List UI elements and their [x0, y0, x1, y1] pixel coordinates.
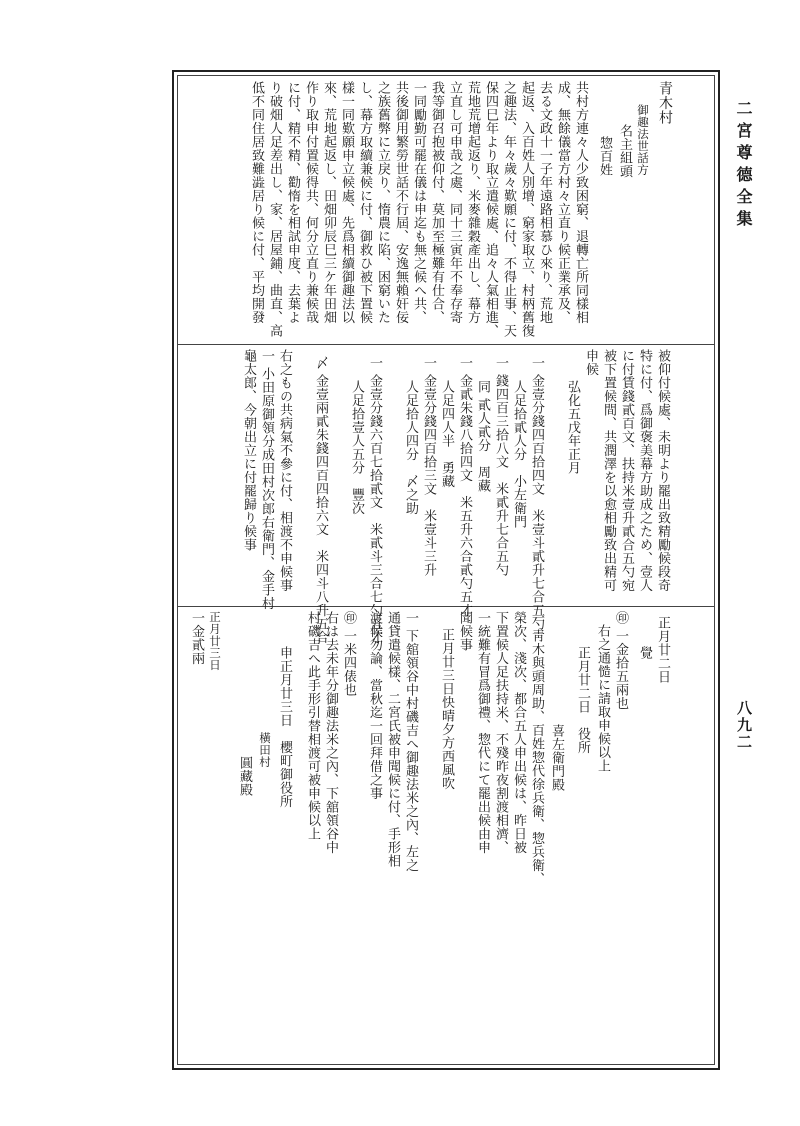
column: 我等御召抱被仰付、莫加至極難有仕合、 — [429, 81, 444, 324]
column: 申候 — [583, 349, 598, 376]
column: 一 金壹分錢六百七拾貳文 米貳斗三合七勺五才 — [367, 356, 382, 645]
column: 正月廿二日 — [655, 616, 670, 684]
column: 起返、入百姓人別增、窮家取立、村柄舊復 — [519, 81, 534, 338]
column: 來、荒地起返し、田畑卯辰巳三ケ年田畑 — [321, 81, 336, 324]
column: 荒地荒增起返り、米麥雜穀產出し、幕方 — [465, 81, 480, 324]
column: 聞候事 — [457, 611, 472, 652]
column: 低不同住居致難澁居り候に付、平均開發 — [249, 81, 264, 324]
column: 一 小田原御領分成田村次郎右衛門、金手村 — [259, 349, 274, 611]
column: 〆 金壹兩貳朱錢四百四拾六文 米四斗八升五合 — [313, 356, 328, 645]
column: 渡候勿論、當秋迄一回拜借之事 — [367, 611, 382, 800]
column: 同 貳人貳分 周藏 — [475, 380, 490, 493]
column: 一 靑木與頭周助、百姓惣代徐兵衛、惣兵衛、 — [529, 611, 544, 886]
column: 被仰付候處、未明より罷出致精勵候段奇 — [655, 349, 670, 592]
column: 正月廿三日 — [208, 611, 222, 671]
column: 惣百姓 — [597, 136, 612, 177]
column: 立直し可申哉之處、同十三寅年不奉存寄 — [447, 81, 462, 324]
column: 一 錢四百三拾八文 米貳升七合五勺 — [493, 356, 508, 577]
column: 一同勵勤可罷在儀は申迄も無之候へ共、 — [411, 81, 426, 324]
column: 正月廿二日 役所 — [575, 646, 590, 754]
column: 申正月廿三日 櫻町御役所 — [277, 646, 292, 808]
column: 右は去未年分御趣法米之內、下舘領谷中 — [323, 611, 338, 854]
column: 橫田村 — [258, 732, 272, 768]
column: 人足拾壹人五分 豐次 — [349, 380, 364, 515]
column: 覺 — [637, 646, 652, 660]
column: 圓藏殿 — [237, 756, 252, 797]
column: り破畑人足差出し、家、居屋鋪、曲直、高 — [267, 81, 282, 338]
column: 人足拾貳人分 小左衛門 — [511, 380, 526, 529]
column: 保四巳年より取立遣候處、追々人氣相進、 — [483, 81, 498, 338]
column: 共後御用繁勞世話不行屆、安逸無賴奸佞 — [393, 81, 408, 324]
column: 正月廿三日快晴夕方西風吹 — [439, 628, 454, 790]
page-number: 八九二 — [735, 700, 753, 751]
column: に付賃錢貳百文、扶持米壹升貳合五勺宛 — [619, 349, 634, 592]
column: し、幕方取續兼候に付、御救ひ被下置候 — [357, 81, 372, 324]
column: 人足四人半 勇藏 — [439, 380, 454, 488]
column: ㊞ 一金拾五兩也 — [613, 611, 628, 711]
column: 龜太郎、今朝出立に付罷歸り候事 — [241, 349, 256, 552]
column: 一統難有冒爲御禮、惣代にて罷出候由申 — [475, 611, 490, 854]
column: 弘化五戊年正月 — [565, 380, 580, 475]
column: 御趣法世話方 — [636, 104, 650, 176]
column: 青木村 — [657, 81, 673, 125]
column: 去る文政十一子年遠路相慕ひ來り、荒地 — [537, 81, 552, 324]
text-frame — [172, 70, 720, 1070]
column: ㊞ 一米四俵也 — [341, 611, 356, 697]
column: 一 金壹分錢四百拾三文 米壹斗三升 — [421, 356, 436, 577]
column: 右之もの共病氣不參に付、相渡不申候事 — [277, 349, 292, 592]
column: 下置候人足扶持米、不殘昨夜割渡相濟、 — [493, 611, 508, 854]
column: 右之通慥に請取申候以上 — [595, 624, 610, 773]
column: 共村方連々人少致困窮、退轉亡所同樣相 — [573, 81, 588, 324]
column: 被下置候間、共潤澤を以愈相勵致出精可 — [601, 349, 616, 592]
column: 榮次、淺次、都合五人申出候は、昨日被 — [511, 611, 526, 854]
running-title: 二宮尊德全集 — [734, 100, 753, 232]
text-frame-inner — [177, 75, 715, 1065]
column: 之趣法、年々歲々歎願に付、不得止事、天 — [501, 81, 516, 338]
column: 作り取申付置候得共、何分立直り兼候哉 — [303, 81, 318, 324]
column: 特に付、爲御褒美幕方助成之ため、壹人 — [637, 349, 652, 592]
column: 樣一同歎願申立候處、先爲相續御趣法以 — [339, 81, 354, 324]
column: 之族舊弊に立戾り、惰農に陷、困窮いた — [375, 81, 390, 324]
column: 喜左衛門殿 — [549, 724, 564, 792]
column: 人足拾人四分 〆之助 — [403, 380, 418, 515]
column: 一 金壹分錢四百拾四文 米壹斗貳升七合五勺 — [529, 356, 544, 631]
column: 一 金貳朱錢八拾四文 米五升六合貳勺五才 — [457, 356, 472, 618]
column: 一 下舘領谷中村磯吉へ御趣法米之內、左之 — [403, 611, 418, 873]
upper-tier — [178, 76, 714, 345]
column: 成、無餘儀當方村々立直り候正業承及、 — [555, 81, 570, 324]
lower-tier — [178, 606, 714, 1070]
column: 村磯吉へ此手形引替相渡可被申候以上 — [305, 611, 320, 841]
column: に付、精不精、勸惰を相試申度、去葉よ — [285, 81, 300, 324]
column: 通貸遣候樣、二宮氏被申聞候に付、手形相 — [385, 611, 400, 868]
column: 名主組頭 — [617, 124, 632, 178]
column: 一金貳兩 — [189, 611, 204, 665]
